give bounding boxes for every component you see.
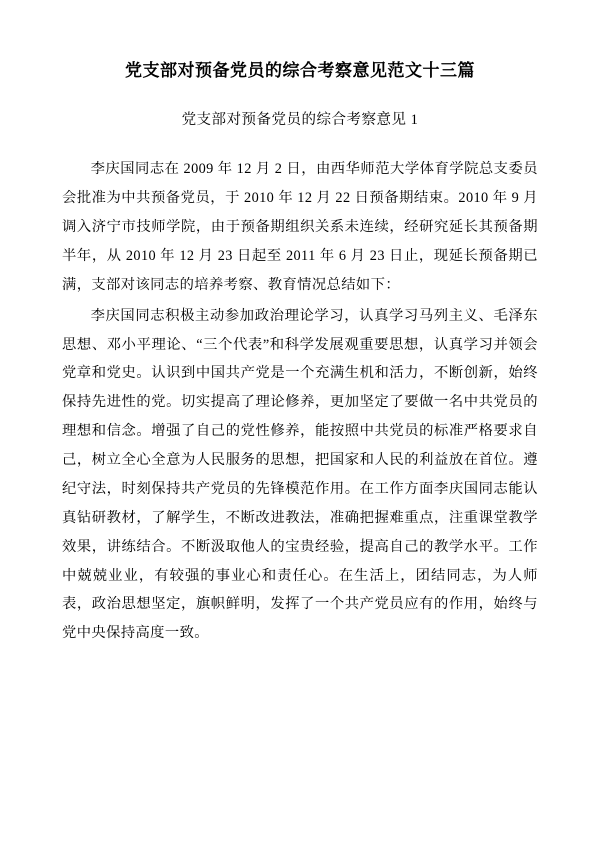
- document-body: [62, 155, 538, 648]
- paragraph: 李庆国同志积极主动参加政治理论学习，认真学习马列主义、毛泽东思想、邓小平理论、“三个代表”和科学发展观重要思想，认真学习并领会党章和党史。认识到中国共产党是一个充满生机和活力，不断创新，始终保持先进性的党。切实提高了理论修养，更加坚定了要做一名中共党员的理想和信念。增强了自己的党性修养，能按照中共党员的标准严格要求自己，树立全心全意为人民服务的思想，把国家和人民的利益放在首位。遵纪守法，时刻保持共产党员的先锋模范作用。在工作方面李庆国同志能认真钻研教材，了解学生，不断改进教法，准确把握难重点，注重课堂教学效果，讲练结合。不断汲取他人的宝贵经验，提高自己的教学水平。工作中兢兢业业，有较强的事业心和责任心。在生活上，团结同志，为人师表，政治思想坚定，旗帜鲜明，发挥了一个共产党员应有的作用，始终与党中央保持高度一致。: [62, 307, 538, 642]
- page-title: 党支部对预备党员的综合考察意见范文十三篇: [125, 61, 475, 80]
- document-subtitle: 党支部对预备党员的综合考察意见 1: [181, 111, 419, 128]
- paragraph: 李庆国同志在 2009 年 12 月 2 日，由西华师范大学体育学院总支委员会批准为中共预备党员，于 2010 年 12 月 22 日预备期结束。2010 年 9 月调入济宁市技师学院，由于预备期组织关系未连续，经研究延长其预备期半年，从 2010 年 12 月 23 日起至 2011 年 6 月 23 日止，现延长预备期已满，支部对该同志的培养考察、教育情况总结如下：: [62, 161, 538, 293]
